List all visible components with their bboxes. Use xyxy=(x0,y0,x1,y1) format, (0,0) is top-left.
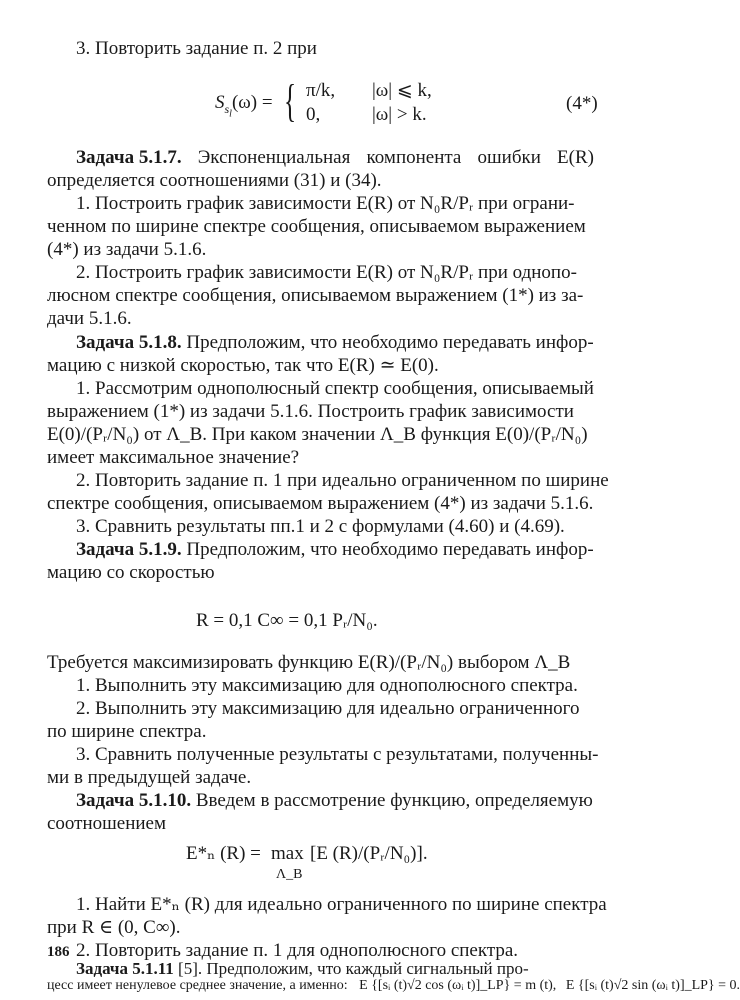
task-5-1-8-line-2: мацию с низкой скоростью, так что E(R) ≃ E(0). xyxy=(47,355,439,376)
task-5-1-10-line-2: соотношением xyxy=(47,813,167,834)
mean-equation-cos: E {[sᵢ (t)√2 cos (ωᵢ t)]_LP} = m (t), xyxy=(359,978,557,993)
task-5-1-10-line-3: 1. Найти E*ₙ (R) для идеально ограниченного по ширине спектра xyxy=(76,894,607,915)
task-5-1-9-line-6: по ширине спектра. xyxy=(47,721,207,742)
word: E(R) xyxy=(557,147,594,168)
mean-equation-sin: E {[sᵢ (t)√2 sin (ωᵢ t)]_LP} = 0. xyxy=(565,978,740,993)
task-5-1-7-line-1 xyxy=(76,147,594,169)
task-5-1-8-line-5: E(0)/(Pᵣ/N₀) от Λ_B. При каком значении Λ_B функция E(0)/(Pᵣ/N₀) xyxy=(47,424,588,445)
case1-value: π/k, xyxy=(306,80,336,101)
task-5-1-10-line-5: 2. Повторить задание п. 1 для однополюсного спектра. xyxy=(76,940,519,961)
task-5-1-8-title: Задача 5.1.8. xyxy=(76,332,182,353)
page-number: 186 xyxy=(47,944,70,960)
task-5-1-8-line-9: 3. Сравнить результаты пп.1 и 2 с формулами (4.60) и (4.69). xyxy=(76,516,565,537)
task-5-1-10-line-4: при R ∈ (0, C∞). xyxy=(47,917,181,938)
rate-equation: R = 0,1 C∞ = 0,1 Pᵣ/N₀. xyxy=(196,610,378,631)
word: компонента xyxy=(366,147,462,168)
equation-number: (4*) xyxy=(566,93,598,114)
task-5-1-10-title: Задача 5.1.10. xyxy=(76,790,192,811)
task-5-1-8-line-8: спектре сообщения, описываемом выражением (4*) из задачи 5.1.6. xyxy=(47,493,594,514)
max-eq-rhs: [E (R)/(Pᵣ/N₀)]. xyxy=(310,843,428,864)
max-eq-lhs: E*ₙ (R) = xyxy=(186,843,261,864)
eq-lhs-symbol: S xyxy=(215,92,225,113)
eq-lhs-subsub: l xyxy=(229,108,232,120)
task-5-1-11-line-2-text: цесс имеет ненулевое среднее значение, а именно: xyxy=(47,978,348,993)
spectrum-lhs xyxy=(215,92,273,125)
case2-condition: |ω| > k. xyxy=(372,104,427,125)
task-5-1-8-text: Предположим, что необходимо передавать инфор- xyxy=(186,332,594,353)
task-5-1-9-line-2: мацию со скоростью xyxy=(47,562,215,583)
eq-lhs-arg: (ω) = xyxy=(231,92,273,113)
task-5-1-9-line-1 xyxy=(76,539,594,561)
intro-line: 3. Повторить задание п. 2 при xyxy=(76,38,317,59)
task-5-1-9-text: Предположим, что необходимо передавать инфор- xyxy=(186,539,594,560)
task-5-1-7-title: Задача 5.1.7. xyxy=(76,147,182,168)
task-5-1-8-line-4: выражением (1*) из задачи 5.1.6. Построить график зависимости xyxy=(47,401,574,422)
task-5-1-9-line-4: 1. Выполнить эту максимизацию для однополюсного спектра. xyxy=(76,675,578,696)
task-5-1-7-line-6: 2. Построить график зависимости E(R) от N₀R/Pᵣ при однопо- xyxy=(76,262,577,283)
task-5-1-10-text: Введем в рассмотрение функцию, определяемую xyxy=(195,790,593,811)
task-5-1-7-line-8: дачи 5.1.6. xyxy=(47,308,132,329)
case2-value: 0, xyxy=(306,104,321,125)
case1-condition: |ω| ⩽ k, xyxy=(372,80,432,101)
word: Экспоненциальная xyxy=(197,147,351,168)
max-operator: max xyxy=(271,843,304,864)
eq-lhs-sub: s xyxy=(224,101,230,116)
task-5-1-8-line-3: 1. Рассмотрим однополюсный спектр сообщения, описываемый xyxy=(76,378,594,399)
task-5-1-9-title: Задача 5.1.9. xyxy=(76,539,182,560)
task-5-1-7-line-5: (4*) из задачи 5.1.6. xyxy=(47,239,207,260)
task-5-1-11-line-2 xyxy=(47,978,740,994)
task-5-1-9-line-8: ми в предыдущей задаче. xyxy=(47,767,252,788)
task-5-1-7-line-4: ченном по ширине спектре сообщения, описываемом выражением xyxy=(47,216,586,237)
task-5-1-11-title: Задача 5.1.11 xyxy=(76,959,174,978)
task-5-1-7-line-2: определяется соотношениями (31) и (34). xyxy=(47,170,382,191)
task-5-1-9-line-3: Требуется максимизировать функцию E(R)/(Pᵣ/N₀) выбором Λ_B xyxy=(47,652,571,673)
task-5-1-8-line-1 xyxy=(76,332,594,354)
task-5-1-8-line-7: 2. Повторить задание п. 1 при идеально ограниченном по ширине xyxy=(76,470,609,491)
word: ошибки xyxy=(477,147,541,168)
task-5-1-9-line-5: 2. Выполнить эту максимизацию для идеально ограниченного xyxy=(76,698,580,719)
task-5-1-7-line-3: 1. Построить график зависимости E(R) от N₀R/Pᵣ при ограни- xyxy=(76,193,575,214)
task-5-1-9-line-7: 3. Сравнить полученные результаты с результатами, полученны- xyxy=(76,744,599,765)
max-subscript: Λ_B xyxy=(276,867,303,882)
piecewise-brace: { xyxy=(284,75,297,126)
task-5-1-11-line-1 xyxy=(76,960,529,978)
task-5-1-8-line-6: имеет максимальное значение? xyxy=(47,447,300,468)
task-5-1-10-line-1 xyxy=(76,790,593,812)
task-5-1-7-line-7: люсном спектре сообщения, описываемом выражением (1*) из за- xyxy=(47,285,584,306)
task-5-1-11-text: [5]. Предположим, что каждый сигнальный про- xyxy=(178,959,529,978)
